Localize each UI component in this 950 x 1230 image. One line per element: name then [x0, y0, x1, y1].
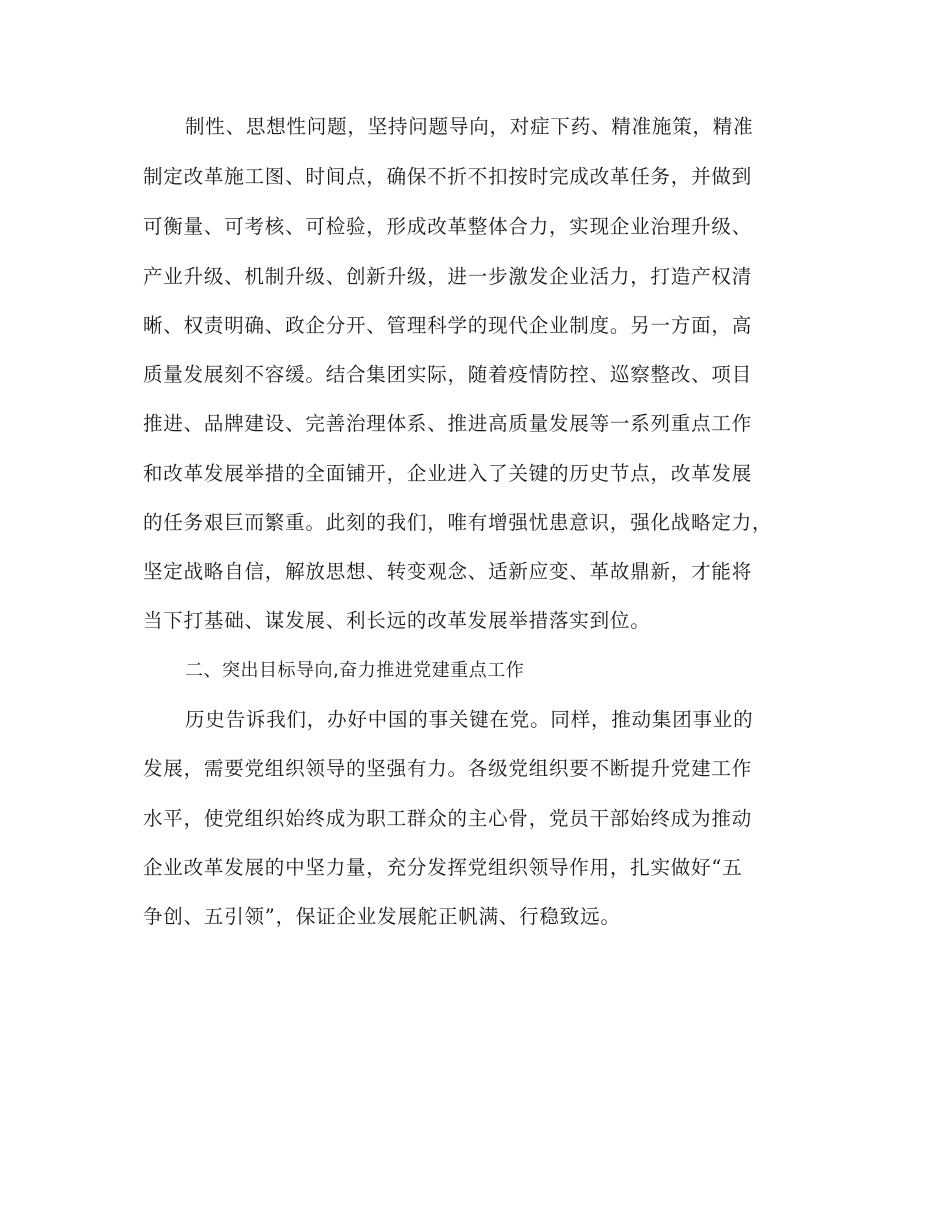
text-line: 当下打基础、谋发展、利长远的改革发展举措落实到位。 — [143, 609, 651, 632]
text-line: 水平，使党组织始终成为职工群众的主心骨，党员干部始终成为推动 — [143, 807, 753, 830]
section-heading: 二、突出目标导向,奋力推进党建重点工作 — [185, 660, 525, 681]
text-line: 可衡量、可考核、可检验，形成改革整体合力，实现企业治理升级、 — [143, 215, 753, 238]
text-line: 和改革发展举措的全面铺开，企业进入了关键的历史节点，改革发展 — [143, 462, 753, 485]
text-line: 发展，需要党组织领导的坚强有力。各级党组织要不断提升党建工作 — [143, 757, 753, 780]
text-line: 企业改革发展的中坚力量，充分发挥党组织领导作用，扎实做好“五 — [143, 856, 743, 879]
text-line: 制性、思想性问题，坚持问题导向，对症下药、精准施策，精准 — [185, 115, 754, 138]
text-line: 晰、权责明确、政企分开、管理科学的现代企业制度。另一方面，高 — [143, 314, 753, 337]
text-line: 坚定战略自信，解放思想、转变观念、适新应变、革故鼎新，才能将 — [143, 560, 753, 583]
text-line: 制定改革施工图、时间点，确保不折不扣按时完成改革任务，并做到 — [143, 165, 753, 188]
text-line: 产业升级、机制升级、创新升级，进一步激发企业活力，打造产权清 — [143, 265, 753, 288]
text-line: 的任务艰巨而繁重。此刻的我们，唯有增强忧患意识，强化战略定力， — [143, 511, 773, 534]
text-line: 历史告诉我们，办好中国的事关键在党。同样，推动集团事业的 — [185, 708, 754, 731]
text-line: 推进、品牌建设、完善治理体系、推进高质量发展等一系列重点工作 — [143, 412, 753, 435]
text-line: 争创、五引领”，保证企业发展舵正帆满、行稳致远。 — [143, 905, 621, 928]
text-line: 质量发展刻不容缓。结合集团实际，随着疫情防控、巡察整改、项目 — [143, 363, 753, 386]
